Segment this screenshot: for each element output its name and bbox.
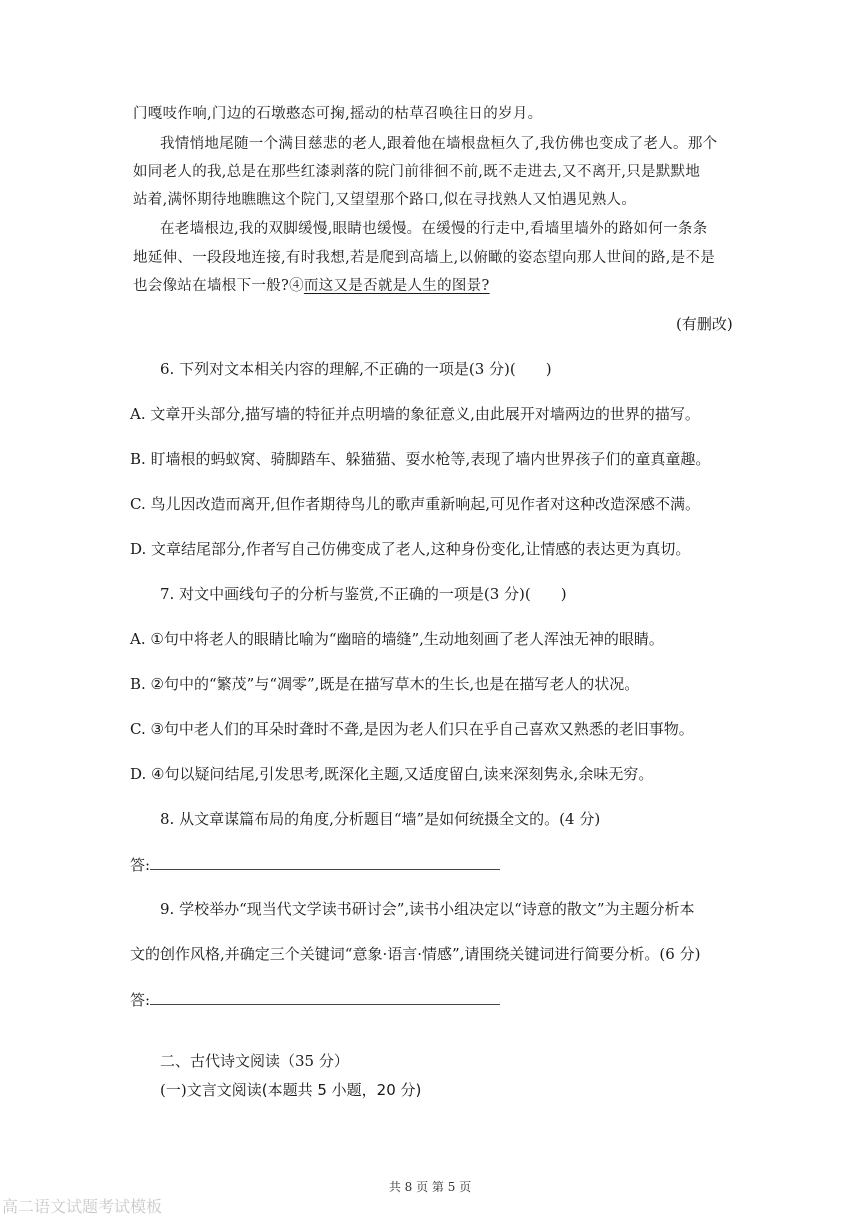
question-6-option-d: D. 文章结尾部分,作者写自己仿佛变成了老人,这种身份变化,让情感的表达更为真切。	[130, 540, 691, 558]
question-9-stem-line-1: 9. 学校举办“现当代文学读书研讨会”,读书小组决定以“诗意的散文”为主题分析本	[160, 900, 695, 918]
subsection-note: (本题共 5 小题，20 分)	[261, 1081, 422, 1099]
passage-paragraph-3-line-2: 地延伸、一段段地连接,有时我想,若是爬到高墙上,以俯瞰的姿态望向那人世间的路,是不是	[133, 250, 716, 266]
answer-blank-9[interactable]	[150, 989, 500, 1005]
question-6-option-b: B. 盯墙根的蚂蚁窝、骑脚踏车、躲猫猫、耍水枪等,表现了墙内世界孩子们的童真童趣。	[130, 450, 711, 468]
passage-paragraph-2-line-2: 如同老人的我,总是在那些红漆剥落的院门前徘徊不前,既不走进去,又不离开,只是默默地	[133, 164, 701, 180]
question-7-option-b: B. ②句中的“繁茂”与“凋零”,既是在描写草木的生长,也是在描写老人的状况。	[130, 675, 640, 693]
question-9-stem-line-2: 文的创作风格,并确定三个关键词“意象·语言·情感”,请围绕关键词进行简要分析。(6 分)	[130, 945, 701, 963]
question-7-option-d: D. ④句以疑问结尾,引发思考,既深化主题,又适度留白,读来深刻隽永,余味无穷。	[130, 765, 654, 783]
answer-label: 答:	[130, 856, 151, 874]
question-6-stem: 6. 下列对文本相关内容的理解,不正确的一项是(3 分)( )	[160, 360, 552, 378]
question-8-stem: 8. 从文章谋篇布局的角度,分析题目“墙”是如何统摄全文的。(4 分)	[160, 810, 601, 828]
abridged-note: (有删改)	[676, 315, 733, 333]
watermark-text: 高二语文试题考试模板	[2, 1197, 163, 1216]
passage-text: 也会像站在墙根下一般?④	[133, 278, 304, 294]
passage-paragraph-2-line-3: 站着,满怀期待地瞧瞧这个院门,又望望那个路口,似在寻找熟人又怕遇见熟人。	[133, 192, 637, 208]
question-9-answer-row	[130, 989, 500, 1010]
section-2-title: 二、古代诗文阅读（35 分）	[160, 1052, 349, 1070]
underlined-sentence-4: 而这又是否就是人生的图景?	[303, 278, 490, 294]
question-7-stem: 7. 对文中画线句子的分析与鉴赏,不正确的一项是(3 分)( )	[160, 585, 567, 603]
section-2-subsection	[160, 1080, 421, 1100]
passage-paragraph-1-line-1: 门嘎吱作响,门边的石墩憨态可掬,摇动的枯草召唤往日的岁月。	[133, 106, 543, 122]
question-7-option-c: C. ③句中老人们的耳朵时聋时不聋,是因为老人们只在乎自己喜欢又熟悉的老旧事物。	[130, 720, 694, 738]
question-8-answer-row	[130, 854, 500, 875]
subsection-label: (一)文言文阅读	[160, 1081, 262, 1099]
passage-paragraph-3-line-3	[133, 276, 490, 296]
question-7-option-a: A. ①句中将老人的眼睛比喻为“幽暗的墙缝”,生动地刻画了老人浑浊无神的眼睛。	[130, 630, 664, 648]
passage-paragraph-2-line-1: 我情悄地尾随一个满目慈悲的老人,跟着他在墙根盘桓久了,我仿佛也变成了老人。那个	[160, 136, 718, 152]
answer-blank-8[interactable]	[150, 854, 500, 870]
answer-label: 答:	[130, 991, 151, 1009]
page-footer: 共 8 页 第 5 页	[388, 1180, 472, 1194]
passage-paragraph-3-line-1: 在老墙根边,我的双脚缓慢,眼睛也缓慢。在缓慢的行走中,看墙里墙外的路如何一条条	[160, 221, 708, 237]
question-6-option-c: C. 鸟儿因改造而离开,但作者期待鸟儿的歌声重新响起,可见作者对这种改造深感不满。	[130, 495, 701, 513]
question-6-option-a: A. 文章开头部分,描写墙的特征并点明墙的象征意义,由此展开对墙两边的世界的描写。	[130, 405, 700, 423]
